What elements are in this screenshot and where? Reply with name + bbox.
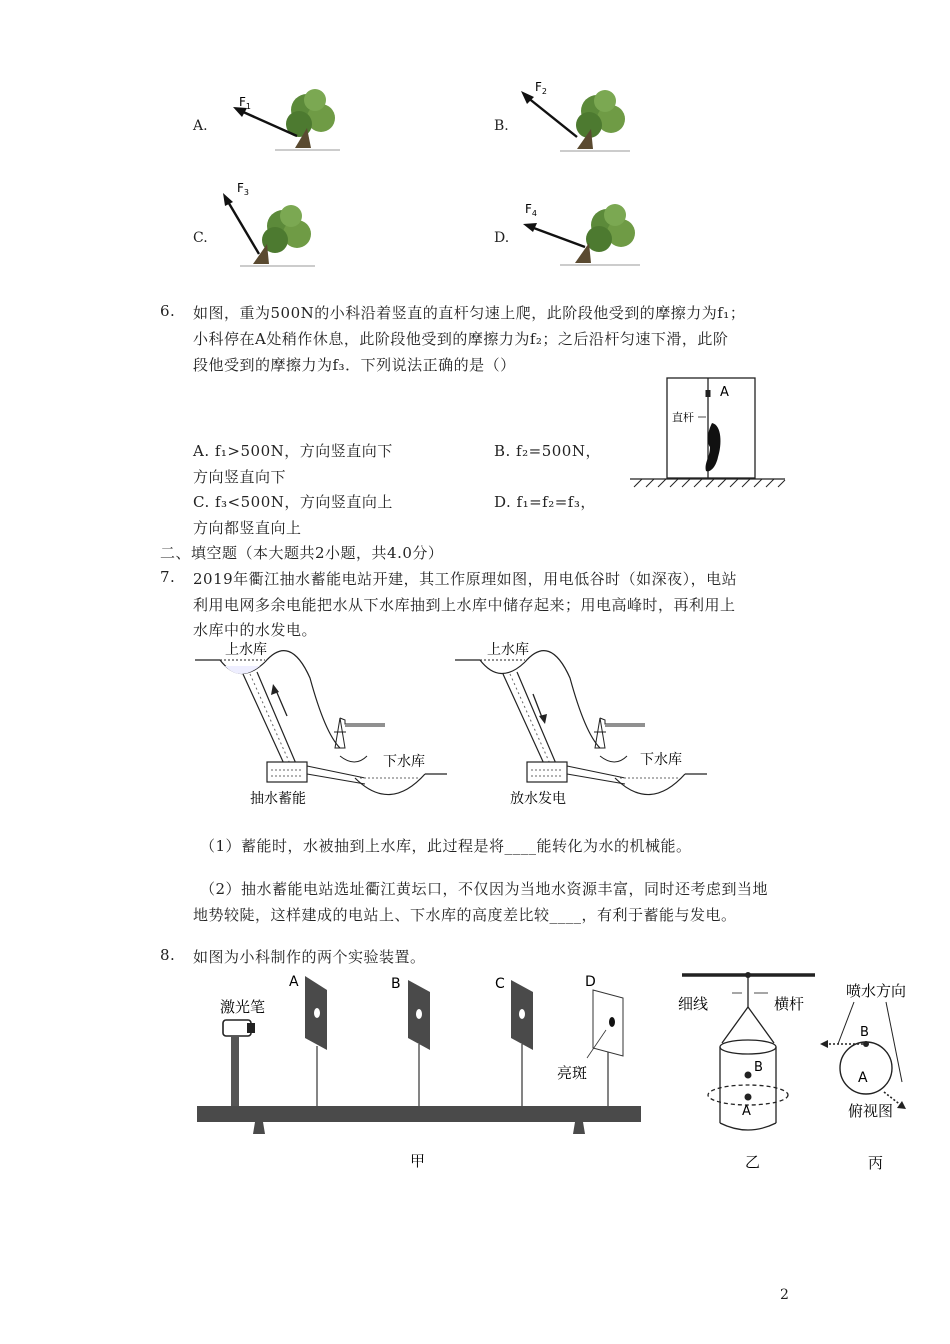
q5-option-c-letter: C. (193, 230, 208, 246)
q6-option-c: C. f₃<500N，方向竖直向上 (193, 493, 393, 511)
label-lower-reservoir: 下水库 (383, 754, 425, 770)
label-laser-pen: 激光笔 (220, 998, 266, 1016)
label-a: A (858, 1070, 868, 1086)
q6-option-d: D. f₁=f₂=f₃， (494, 493, 596, 511)
laser-pinhole-figure (195, 968, 645, 1178)
force-label-f3: $F_3$ (237, 181, 249, 197)
q6-option-c-cont: 方向都竖直向上 (193, 519, 302, 537)
caption-generating: 放水发电 (510, 791, 566, 807)
q7-sub1: （1）蓄能时，水被抽到上水库，此过程是将____能转化为水的机械能。 (200, 837, 692, 855)
q6-text-line1: 如图，重为500N的小科沿着竖直的直杆匀速上爬，此阶段他受到的摩擦力为f₁； (193, 304, 746, 322)
optical-bench (197, 1106, 641, 1122)
label-lower-reservoir: 下水库 (640, 752, 682, 768)
label-c: C (495, 976, 505, 992)
pole-climbing-figure (630, 375, 790, 490)
q7-sub2-line2: 地势较陡，这样建成的电站上、下水库的高度差比较____，有利于蓄能与发电。 (193, 906, 737, 924)
q6-option-b: B. f₂=500N， (494, 442, 601, 460)
label-b: B (391, 976, 401, 992)
hanging-can-figure (670, 965, 830, 1175)
label-b: B (754, 1060, 763, 1075)
can-top-view (840, 1042, 892, 1094)
q7-sub2-line1: （2）抽水蓄能电站选址衢江黄坛口，不仅因为当地水资源丰富，同时还考虑到当地 (200, 880, 769, 898)
label-spray-direction: 喷水方向 (846, 982, 907, 1000)
label-upper-reservoir: 上水库 (487, 642, 529, 658)
laser-stand (231, 1036, 239, 1106)
pumped-storage-figure-right (455, 638, 710, 813)
q6-text-line2: 小科停在A处稍作休息，此阶段他受到的摩擦力为f₂；之后沿杆匀速下滑，此阶 (193, 330, 729, 348)
label-upper-reservoir: 上水库 (225, 642, 267, 658)
q8-text-line1: 如图为小科制作的两个实验装置。 (193, 948, 426, 966)
label-top-view: 俯视图 (848, 1102, 894, 1120)
tree-force-figure-d (515, 195, 645, 270)
tree-force-figure-a (215, 78, 345, 156)
q8-number: 8. (160, 946, 176, 964)
tree-icon (275, 89, 340, 150)
force-arrow-f2 (527, 97, 577, 137)
force-label-f2: $F_2$ (535, 80, 547, 96)
force-arrow-f4 (531, 227, 585, 247)
q7-text-line1: 2019年衢江抽水蓄能电站开建，其工作原理如图，用电低谷时（如深夜），电站 (193, 570, 738, 588)
label-a: A (742, 1104, 751, 1119)
page-number: 2 (780, 1287, 789, 1303)
force-arrow-f3 (227, 200, 259, 254)
caption-yi: 乙 (745, 1153, 761, 1171)
q6-option-a: A. f₁>500N，方向竖直向下 (193, 442, 393, 460)
label-b: B (860, 1025, 869, 1040)
label-d: D (585, 974, 596, 990)
light-spot (609, 1017, 615, 1027)
q7-number: 7. (160, 568, 176, 586)
section-heading: 二、填空题（本大题共2小题，共4.0分） (160, 544, 444, 562)
force-label-f1: $F_1$ (239, 95, 251, 111)
laser-pen-icon (223, 1020, 251, 1036)
label-thread: 细线 (678, 995, 709, 1013)
caption-bing: 丙 (868, 1154, 884, 1172)
q5-option-b-letter: B. (494, 118, 509, 134)
power-station-box (527, 762, 567, 782)
label-crossbar: 横杆 (774, 995, 805, 1013)
q7-text-line3: 水库中的水发电。 (193, 621, 318, 639)
label-a: A (720, 385, 729, 400)
q5-option-a-letter: A. (193, 118, 208, 134)
caption-pumping: 抽水蓄能 (250, 791, 306, 807)
tree-icon (240, 205, 315, 266)
tree-force-figure-b (515, 75, 645, 157)
q7-text-line2: 利用电网多余电能把水从下水库抽到上水库中储存起来；用电高峰时，再利用上 (193, 596, 736, 614)
force-label-f4: $F_4$ (525, 202, 537, 218)
q6-text-line3: 段他受到的摩擦力为f₃．下列说法正确的是（） (193, 356, 516, 374)
tree-icon (560, 90, 630, 151)
penstock-pipe (243, 672, 297, 766)
q6-number: 6. (160, 302, 176, 320)
label-pole: 直杆 (672, 411, 694, 424)
pumped-storage-figure-left (195, 638, 450, 813)
point-a-marker (706, 390, 711, 397)
caption-jia: 甲 (410, 1152, 426, 1170)
penstock-pipe (503, 672, 557, 766)
screen-d (593, 990, 623, 1056)
tree-force-figure-c (215, 180, 345, 270)
q6-option-a-cont: 方向竖直向下 (193, 468, 287, 486)
label-a: A (289, 974, 299, 990)
q5-option-d-letter: D. (494, 230, 510, 246)
power-station-box (267, 762, 307, 782)
tree-icon (560, 204, 640, 265)
label-bright-spot: 亮斑 (557, 1064, 588, 1082)
top-view-figure (818, 978, 928, 1178)
